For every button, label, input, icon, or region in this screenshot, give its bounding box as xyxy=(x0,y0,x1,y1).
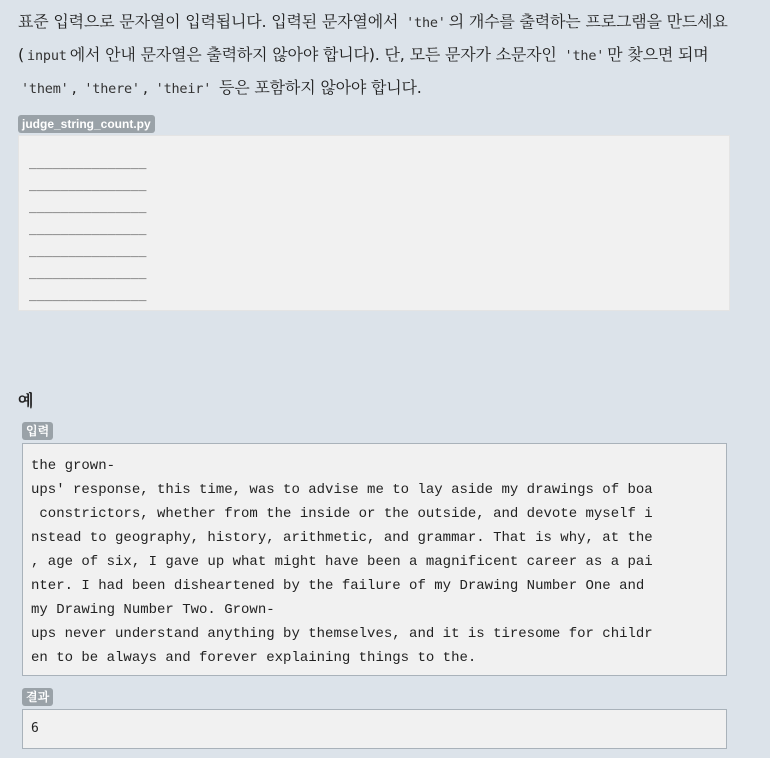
problem-text: , xyxy=(142,78,153,97)
input-line: constrictors, whether from the inside or the outside, and devote myself i xyxy=(31,506,653,522)
inline-code-the: 'the' xyxy=(406,15,446,31)
problem-description xyxy=(18,6,758,105)
input-line: nstead to geography, history, arithmetic, and grammar. That is why, at the xyxy=(31,530,653,546)
result-value: 6 xyxy=(31,721,39,736)
code-blank-line[interactable]: _______________ xyxy=(29,177,147,192)
example-heading: 예 xyxy=(18,391,34,410)
code-blank-line[interactable]: _______________ xyxy=(29,265,147,280)
input-line: nter. I had been disheartened by the failure of my Drawing Number One and xyxy=(31,578,645,594)
code-blank-line[interactable]: _______________ xyxy=(29,155,147,170)
inline-code-the: 'the' xyxy=(564,48,605,64)
example-input-box xyxy=(22,443,727,676)
input-label-tag: 입력 xyxy=(22,422,53,440)
inline-code-there: 'there' xyxy=(84,81,140,97)
input-line: my Drawing Number Two. Grown- xyxy=(31,602,275,618)
code-blank-line[interactable]: _______________ xyxy=(29,199,147,214)
problem-text: , xyxy=(71,78,82,97)
problem-text: 에서 안내 문자열은 출력하지 않아야 합니다). 단, 모든 문자가 소문자인 xyxy=(69,45,562,64)
input-line: the grown- xyxy=(31,458,116,474)
input-line: ups never understand anything by themselves, and it is tiresome for childr xyxy=(31,626,653,642)
inline-code-input: input xyxy=(27,48,67,64)
problem-text: 의 개수를 출력하는 프로그램을 만드세요( xyxy=(18,12,728,64)
code-filename-tag: judge_string_count.py xyxy=(18,115,155,133)
problem-text: 표준 입력으로 문자열이 입력됩니다. 입력된 문자열에서 xyxy=(18,12,404,31)
inline-code-their: 'their' xyxy=(155,81,212,97)
problem-text: 등은 포함하지 않아야 합니다. xyxy=(214,78,422,97)
input-line: ups' response, this time, was to advise me to lay aside my drawings of boa xyxy=(31,482,653,498)
problem-text: 만 찾으면 되며 xyxy=(607,45,709,64)
result-label-tag: 결과 xyxy=(22,688,53,706)
code-blank-line[interactable]: _______________ xyxy=(29,287,147,302)
input-line: , age of six, I gave up what might have been a magnificent career as a pai xyxy=(31,554,653,570)
example-result-box xyxy=(22,709,727,749)
input-line: en to be always and forever explaining things to the. xyxy=(31,650,477,666)
inline-code-them: 'them' xyxy=(21,81,69,97)
code-blank-line[interactable]: _______________ xyxy=(29,243,147,258)
code-editor[interactable] xyxy=(18,135,730,311)
code-blank-line[interactable]: _______________ xyxy=(29,221,147,236)
